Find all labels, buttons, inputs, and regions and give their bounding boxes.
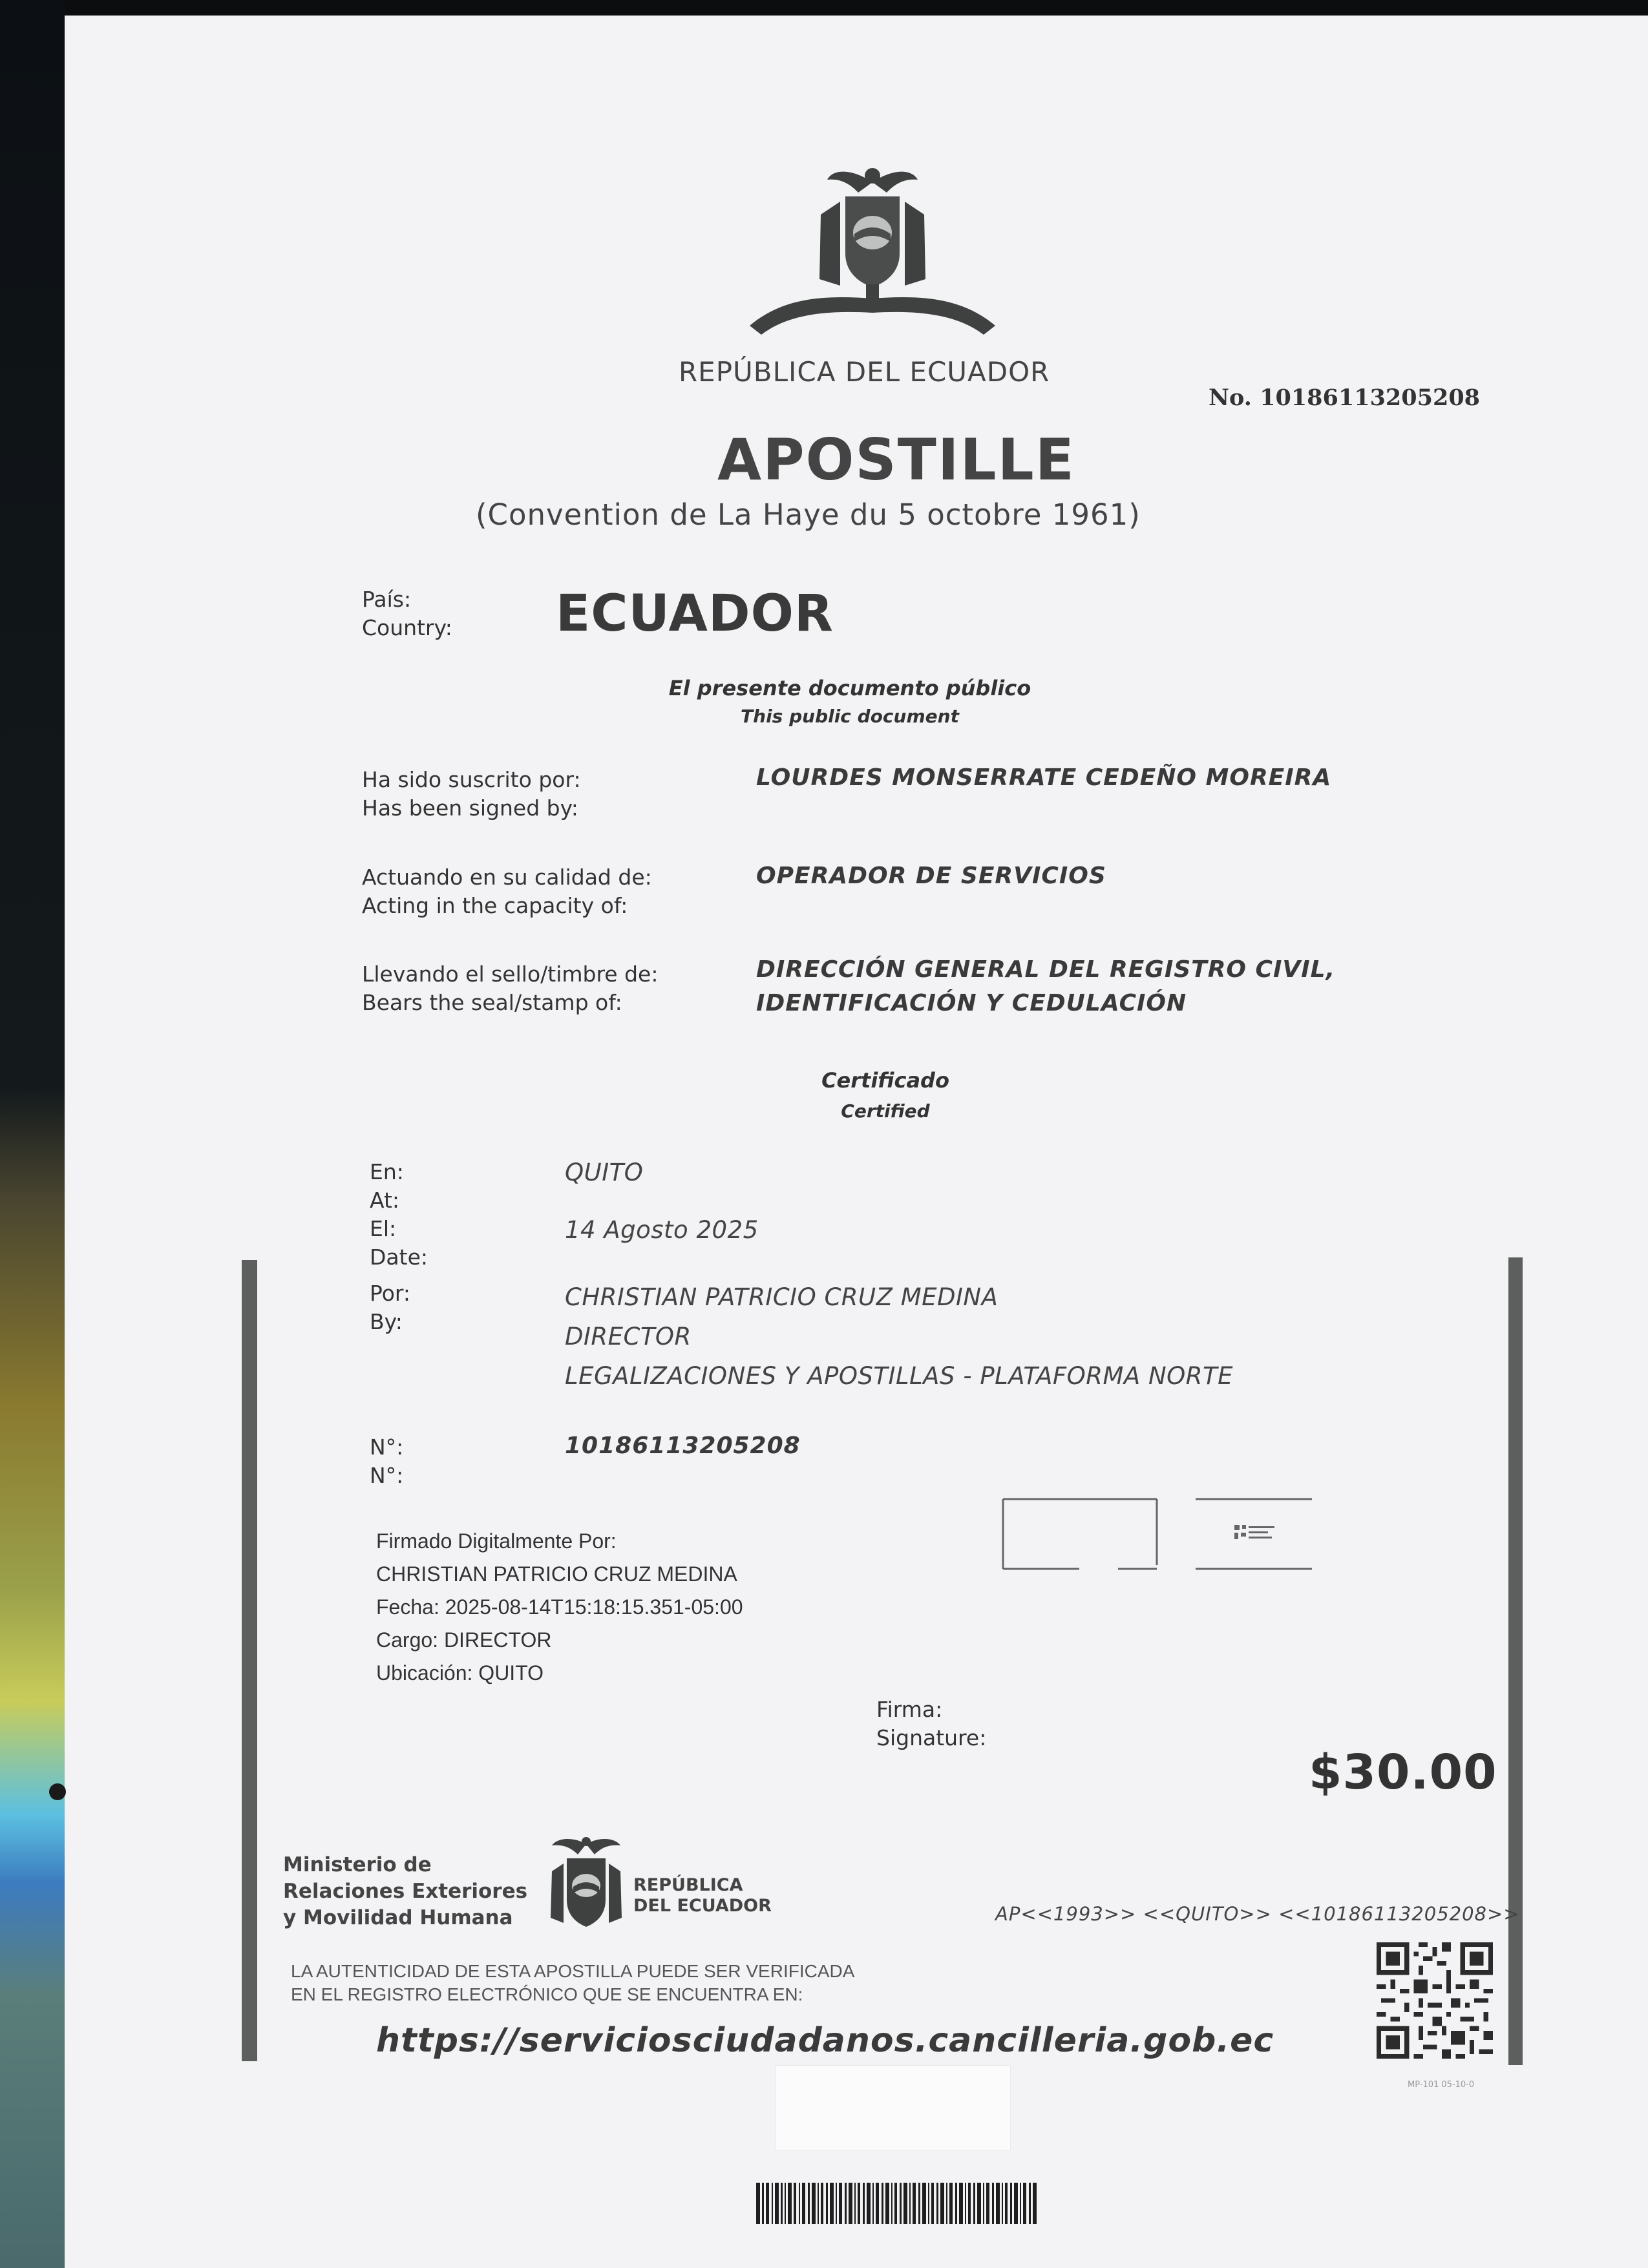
signed-by-value: LOURDES MONSERRATE CEDEÑO MOREIRA xyxy=(756,764,1332,791)
seal-value-line2: IDENTIFICACIÓN Y CEDULACIÓN xyxy=(756,990,1187,1016)
country-label-es: País: xyxy=(362,587,412,612)
certified-heading-es: Certificado xyxy=(821,1068,949,1093)
date-value: 14 Agosto 2025 xyxy=(565,1216,759,1244)
public-document-heading xyxy=(582,676,1118,727)
digital-signature-block xyxy=(376,1525,743,1690)
country-label xyxy=(362,585,452,642)
republica-footer-line2: DEL ECUADOR xyxy=(633,1896,772,1916)
fee-amount: $30.00 xyxy=(1309,1745,1497,1800)
scan-top-edge xyxy=(0,0,1648,16)
barcode-icon xyxy=(756,2183,1037,2224)
digital-signature-date: Fecha: 2025-08-14T15:18:15.351-05:00 xyxy=(376,1595,743,1619)
at-label-es: En: xyxy=(370,1159,404,1184)
signed-by-label-es: Ha sido suscrito por: xyxy=(362,767,581,792)
date-label-en: Date: xyxy=(370,1244,428,1270)
verification-notice-line1: LA AUTENTICIDAD DE ESTA APOSTILLA PUEDE SER VERIFICADA xyxy=(291,1961,855,1981)
by-value-name: CHRISTIAN PATRICIO CRUZ MEDINA xyxy=(565,1283,998,1311)
ministry-line3: y Movilidad Humana xyxy=(283,1906,513,1929)
seal-value-line1: DIRECCIÓN GENERAL DEL REGISTRO CIVIL, xyxy=(756,956,1336,983)
signed-by-label xyxy=(362,766,581,823)
by-label-es: Por: xyxy=(370,1281,411,1306)
coat-caption: REPÚBLICA DEL ECUADOR xyxy=(679,356,1050,388)
form-code: MP-101 05-10-0 xyxy=(1408,2080,1475,2090)
at-value: QUITO xyxy=(565,1159,644,1186)
capacity-label-en: Acting in the capacity of: xyxy=(362,893,628,918)
certified-heading-en: Certified xyxy=(841,1100,930,1122)
frame-bar-right xyxy=(1508,1257,1523,2065)
seal-value xyxy=(756,953,1335,1020)
digital-signature-position: Cargo: DIRECTOR xyxy=(376,1628,552,1652)
ecuador-coat-of-arms-small-icon xyxy=(538,1835,635,1938)
at-label xyxy=(370,1158,404,1215)
capacity-value: OPERADOR DE SERVICIOS xyxy=(756,863,1106,889)
by-value xyxy=(565,1277,1233,1396)
certified-heading xyxy=(756,1068,1015,1122)
signature-label-es: Firma: xyxy=(876,1697,943,1722)
ministry-line2: Relaciones Exteriores xyxy=(283,1880,528,1903)
by-value-office: LEGALIZACIONES Y APOSTILLAS - PLATAFORMA NORTE xyxy=(565,1362,1233,1390)
country-value: ECUADOR xyxy=(556,585,834,643)
number-value: 10186113205208 xyxy=(565,1433,801,1459)
faint-sticker-area xyxy=(776,2065,1011,2150)
signature-label xyxy=(876,1696,986,1752)
page-subtitle: (Convention de La Haye du 5 octobre 1961) xyxy=(476,498,1141,532)
by-label xyxy=(370,1279,410,1336)
digital-signature-location: Ubicación: QUITO xyxy=(376,1661,544,1685)
verification-notice xyxy=(291,1960,854,2006)
page-title: APOSTILLE xyxy=(717,426,1075,493)
digital-signature-line1: Firmado Digitalmente Por: xyxy=(376,1529,617,1553)
seal-label xyxy=(362,960,658,1017)
at-label-en: At: xyxy=(370,1188,400,1213)
scan-left-edge xyxy=(0,0,65,2268)
document-number: No. 10186113205208 xyxy=(1209,384,1481,411)
public-document-heading-en: This public document xyxy=(741,706,959,727)
qr-code-icon[interactable] xyxy=(1377,1942,1493,2059)
number-label-en: N°: xyxy=(370,1463,404,1488)
frame-bar-left xyxy=(242,1260,257,2061)
seal-label-es: Llevando el sello/timbre de: xyxy=(362,961,659,987)
republica-footer-line1: REPÚBLICA xyxy=(633,1875,743,1895)
by-label-en: By: xyxy=(370,1309,403,1334)
date-label-es: El: xyxy=(370,1216,397,1241)
number-label xyxy=(370,1433,403,1490)
ecuador-coat-of-arms-icon xyxy=(743,156,1002,344)
machine-readable-code: AP<<1993>> <<QUITO>> <<10186113205208>> xyxy=(995,1903,1520,1925)
signature-label-en: Signature: xyxy=(876,1725,987,1750)
number-label-es: N°: xyxy=(370,1434,404,1460)
ministry-name xyxy=(283,1852,527,1931)
date-label xyxy=(370,1215,428,1272)
country-label-en: Country: xyxy=(362,615,452,640)
punch-hole xyxy=(49,1783,66,1800)
seal-label-en: Bears the seal/stamp of: xyxy=(362,990,622,1015)
by-value-title: DIRECTOR xyxy=(565,1323,692,1350)
capacity-label-es: Actuando en su calidad de: xyxy=(362,865,652,890)
republica-footer-label xyxy=(633,1875,772,1916)
verification-url-link[interactable]: https://serviciosciudadanos.cancilleria.gob.ec xyxy=(376,2021,1274,2060)
capacity-label xyxy=(362,863,652,920)
signed-by-label-en: Has been signed by: xyxy=(362,795,578,821)
ministry-line1: Ministerio de xyxy=(283,1853,432,1876)
signature-stamp-box xyxy=(1002,1498,1312,1570)
verification-notice-line2: EN EL REGISTRO ELECTRÓNICO QUE SE ENCUENTRA EN: xyxy=(291,1984,803,2004)
digital-signature-name: CHRISTIAN PATRICIO CRUZ MEDINA xyxy=(376,1562,737,1586)
public-document-heading-es: El presente documento público xyxy=(668,676,1031,700)
